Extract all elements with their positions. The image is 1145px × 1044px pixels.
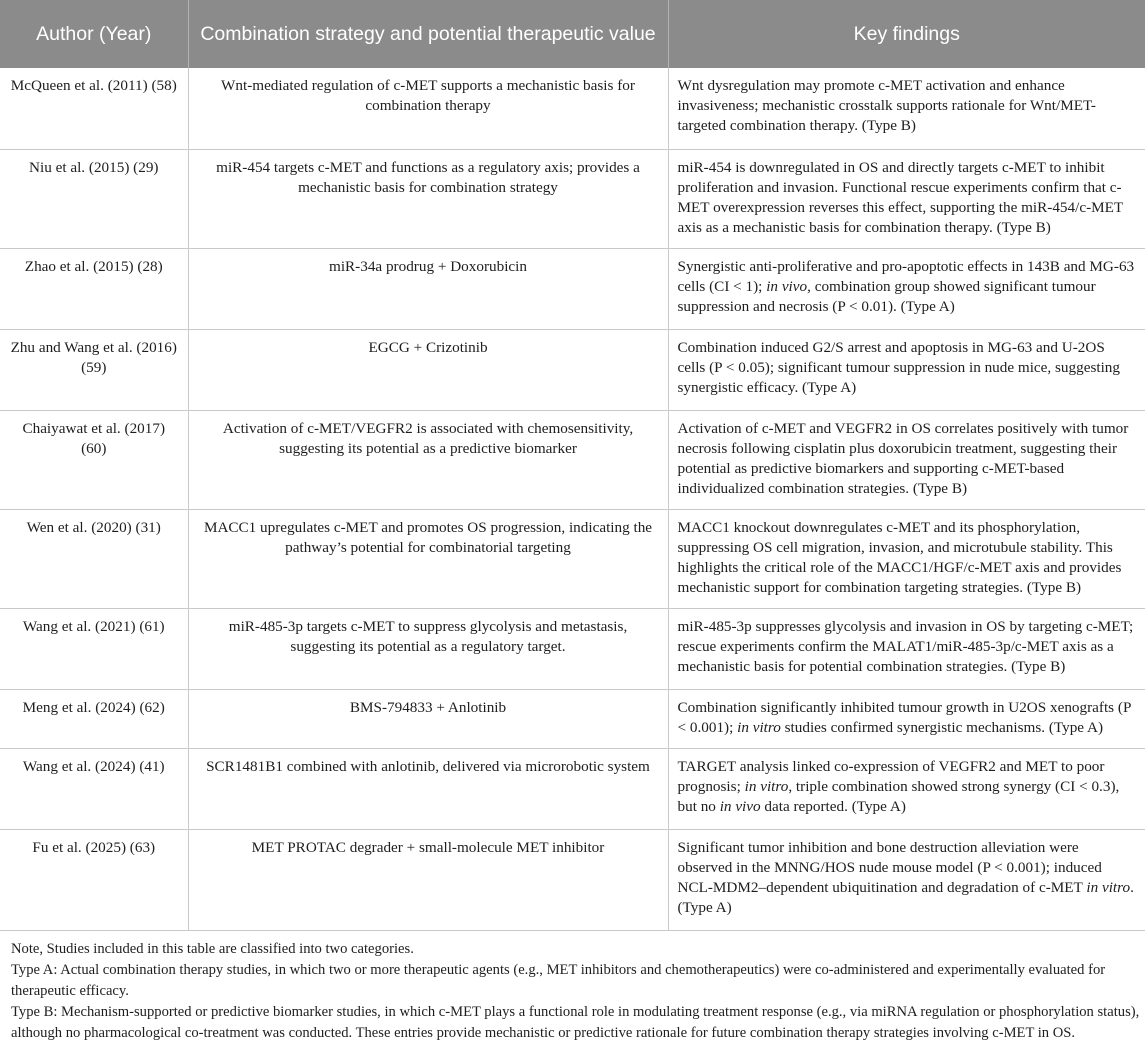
table-notes	[11, 939, 1141, 1044]
column-header-author: Author (Year)	[0, 0, 188, 68]
author-cell: Wen et al. (2020) (31)	[0, 509, 188, 608]
table-row	[0, 509, 1145, 608]
strategy-cell: MACC1 upregulates c-MET and promotes OS progression, indicating the pathway’s potential for combinatorial targeting	[188, 509, 668, 608]
strategy-cell: Activation of c-MET/VEGFR2 is associated with chemosensitivity, suggesting its potential as a predictive biomarker	[188, 410, 668, 509]
findings-cell	[668, 829, 1145, 930]
table-row	[0, 68, 1145, 149]
findings-text: , triple combination showed strong synergy (CI < 0.3), but no	[677, 777, 1120, 815]
findings-italic-text: in vitro	[737, 718, 781, 736]
table-row	[0, 410, 1145, 509]
findings-italic-text: in vivo	[719, 797, 761, 815]
note-type-b: Type B: Mechanism-supported or predictive biomarker studies, in which c-MET plays a functional role in modulating treatment response (e.g., via miRNA regulation or phosphorylation status), although no pharmacological co-treatment was conducted. These entries provide mechanistic or predictive rationale for future combination therapy strategies involving c-MET in OS.	[11, 1004, 1140, 1041]
table-row	[0, 248, 1145, 329]
findings-text: Wnt dysregulation may promote c-MET activation and enhance invasiveness; mechanistic crosstalk supports rationale for Wnt/MET-targeted combination therapy. (Type B)	[677, 77, 1096, 134]
strategy-cell: miR-485-3p targets c-MET to suppress glycolysis and metastasis, suggesting its potential as a regulatory target.	[188, 608, 668, 689]
findings-text: , combination group showed significant tumour suppression and necrosis (P < 0.01). (Type A)	[677, 277, 1096, 315]
findings-text: TARGET analysis linked co-expression of VEGFR2 and MET to poor prognosis;	[677, 757, 1105, 795]
table-header-row	[0, 0, 1145, 68]
findings-italic-text: in vitro	[1086, 878, 1131, 896]
strategy-cell: SCR1481B1 combined with anlotinib, delivered via microrobotic system	[188, 748, 668, 829]
column-header-findings: Key findings	[668, 0, 1145, 68]
strategy-cell: miR-454 targets c-MET and functions as a regulatory axis; provides a mechanistic basis for combination strategy	[188, 149, 668, 248]
findings-text: miR-454 is downregulated in OS and directly targets c-MET to inhibit proliferation and invasion. Functional rescue experiments confirm that c-MET overexpression reverses this effect, supporting the miR-454/c-MET axis as a mechanistic basis for combination therapy. (Type B)	[677, 158, 1123, 236]
findings-text: Combination induced G2/S arrest and apoptosis in MG-63 and U-2OS cells (P < 0.05); significant tumour suppression in nude mice, suggesting synergistic efficacy. (Type A)	[677, 338, 1120, 396]
table-row	[0, 829, 1145, 930]
table-row	[0, 149, 1145, 248]
findings-italic-text: in vitro	[744, 777, 789, 795]
findings-cell	[668, 509, 1145, 608]
author-cell: Wang et al. (2024) (41)	[0, 748, 188, 829]
strategy-cell: miR-34a prodrug + Doxorubicin	[188, 248, 668, 329]
strategy-cell: BMS-794833 + Anlotinib	[188, 689, 668, 748]
findings-cell	[668, 68, 1145, 149]
note-intro: Note, Studies included in this table are classified into two categories.	[11, 941, 414, 957]
findings-text: studies confirmed synergistic mechanisms. (Type A)	[780, 718, 1104, 736]
table-row	[0, 689, 1145, 748]
table-row	[0, 748, 1145, 829]
author-cell: Fu et al. (2025) (63)	[0, 829, 188, 930]
findings-italic-text: in vivo	[766, 277, 808, 295]
author-cell: Wang et al. (2021) (61)	[0, 608, 188, 689]
author-cell: Zhao et al. (2015) (28)	[0, 248, 188, 329]
author-cell: McQueen et al. (2011) (58)	[0, 68, 188, 149]
findings-cell	[668, 329, 1145, 410]
findings-text: Synergistic anti-proliferative and pro-apoptotic effects in 143B and MG-63 cells (CI < 1);	[677, 257, 1135, 295]
strategy-cell: Wnt-mediated regulation of c-MET supports a mechanistic basis for combination therapy	[188, 68, 668, 149]
findings-text: MACC1 knockout downregulates c-MET and its phosphorylation, suppressing OS cell migration, invasion, and microtubule stability. This highlights the critical role of the MACC1/HGF/c-MET axis and provides mechanistic support for combination targeting strategies. (Type B)	[677, 518, 1122, 596]
strategy-cell: EGCG + Crizotinib	[188, 329, 668, 410]
findings-cell	[668, 689, 1145, 748]
findings-text: data reported. (Type A)	[760, 797, 906, 815]
author-cell: Zhu and Wang et al. (2016) (59)	[0, 329, 188, 410]
findings-cell	[668, 410, 1145, 509]
strategy-cell: MET PROTAC degrader + small-molecule MET inhibitor	[188, 829, 668, 930]
author-cell: Meng et al. (2024) (62)	[0, 689, 188, 748]
column-header-strategy: Combination strategy and potential therapeutic value	[188, 0, 668, 68]
author-cell: Chaiyawat et al. (2017) (60)	[0, 410, 188, 509]
author-cell: Niu et al. (2015) (29)	[0, 149, 188, 248]
findings-text: miR-485-3p suppresses glycolysis and invasion in OS by targeting c-MET; rescue experiments confirm the MALAT1/miR-485-3p/c-MET axis as a mechanistic basis for potential combination strategies. (Type B)	[677, 617, 1134, 675]
table-row	[0, 608, 1145, 689]
findings-text: . (Type A)	[677, 878, 1134, 916]
findings-cell	[668, 608, 1145, 689]
findings-text: Significant tumor inhibition and bone destruction alleviation were observed in the MNNG/HOS nude mouse model (P < 0.001); induced NCL-MDM2–dependent ubiquitination and degradation of c-MET	[677, 838, 1102, 896]
findings-cell	[668, 248, 1145, 329]
findings-text: Combination significantly inhibited tumour growth in U2OS xenografts (P < 0.001);	[677, 698, 1131, 736]
table-row	[0, 329, 1145, 410]
findings-cell	[668, 149, 1145, 248]
findings-cell	[668, 748, 1145, 829]
note-type-a: Type A: Actual combination therapy studies, in which two or more therapeutic agents (e.g., MET inhibitors and chemotherapeutics) were co-administered and experimentally evaluated for therapeutic efficacy.	[11, 962, 1106, 999]
findings-text: Activation of c-MET and VEGFR2 in OS correlates positively with tumor necrosis following cisplatin plus doxorubicin treatment, suggesting their potential as predictive biomarkers and supporting c-MET-based individualized combination strategies. (Type B)	[677, 419, 1129, 497]
